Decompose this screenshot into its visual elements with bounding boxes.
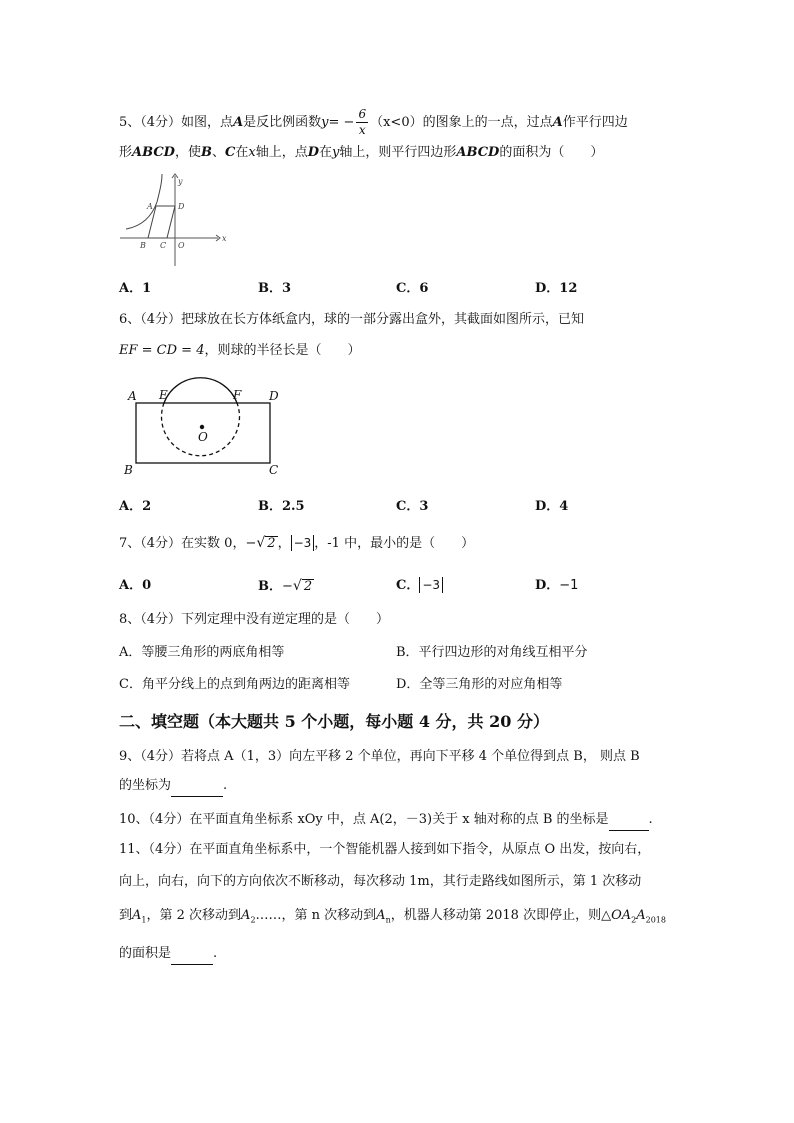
q7-option-d: D．−1 xyxy=(535,578,579,593)
q6-option-a: A．2 xyxy=(119,499,152,514)
q6-label-O: O xyxy=(198,430,208,444)
q5-line1: 5、（4分）如图，点A是反比例函数y= − $\frac{6}{x}$ （x<0）的图象上的一点，过点A作平行四边 xyxy=(119,107,628,137)
q9-line2: 的坐标为 . xyxy=(119,776,227,797)
q8-option-c: C．角平分线上的点到角两边的距离相等 xyxy=(119,677,350,692)
q5-option-b: B．3 xyxy=(258,281,292,296)
q5-label-B: B xyxy=(140,241,146,250)
q11-line3: 到$A_1$，第 2 次移动到$A_2\dots\dots$，第 n 次移动到$A_n$，机器人移动第 2018 次即停止，则$\triangle OA_2A_{2018}$ xyxy=(119,908,666,925)
q7-number: 7、（4分） xyxy=(119,536,182,551)
q5-label-D: D xyxy=(178,202,185,211)
q6-figure xyxy=(120,385,290,480)
q8-option-a: A．等腰三角形的两底角相等 xyxy=(119,645,285,660)
q11-line4: 的面积是 . xyxy=(119,944,217,965)
q8-option-d: D．全等三角形的对应角相等 xyxy=(396,677,563,692)
q6-option-b: B．2.5 xyxy=(258,499,305,514)
q5-hyperbola xyxy=(126,174,162,229)
q7-option-c: C． −3 xyxy=(396,576,443,596)
q8-line1: 8、（4分）下列定理中没有逆定理的是（ ） xyxy=(119,612,390,627)
q5-label-A: A xyxy=(147,202,153,211)
q5-option-d: D．12 xyxy=(535,281,578,296)
q6-label-B: B xyxy=(124,463,133,477)
q6-equation: EF = CD = 4 xyxy=(119,343,205,358)
q6-option-c: C．3 xyxy=(396,499,429,514)
q5-label-x: x xyxy=(222,234,227,243)
q11-answer-blank[interactable] xyxy=(171,944,213,965)
q6-label-D: D xyxy=(269,389,279,403)
q9-line1: 9、（4分）若将点 A（1，3）向左平移 2 个单位，再向下平移 4 个单位得到点 B， 则点 B xyxy=(119,749,640,764)
q8-number: 8、（4分） xyxy=(119,612,182,627)
q5-label-C: C xyxy=(160,241,167,250)
q6-center-dot xyxy=(200,425,204,429)
q5-line2: 形ABCD，使B、C在x轴上，点D在y轴上，则平行四边形ABCD的面积为（ ） xyxy=(119,145,604,160)
q6-number: 6、（4分） xyxy=(119,312,182,327)
q9-answer-blank[interactable] xyxy=(171,776,223,797)
q7-line1: 7、（4分）在实数 0，−√ 2 ， −3 ，-1 中，最小的是（ ） xyxy=(119,535,475,551)
q6-label-A: A xyxy=(128,389,137,403)
q7-option-b: B．−√ 2 xyxy=(258,578,313,594)
q5-option-c: C．6 xyxy=(396,281,429,296)
q6-label-F: F xyxy=(233,388,242,402)
q6-line1: 6、（4分）把球放在长方体纸盒内，球的一部分露出盒外，其截面如图所示，已知 xyxy=(119,312,585,327)
q6-option-d: D．4 xyxy=(535,499,569,514)
q5-fraction: $\frac{6}{x}$ xyxy=(358,107,367,137)
q5-number: 5、（4分） xyxy=(119,115,182,130)
q11-line2: 向上，向右，向下的方向依次不断移动，每次移动 1m，其行走路线如图所示，第 1 次移动 xyxy=(119,874,642,889)
q7-option-a: A．0 xyxy=(119,578,152,593)
q10-answer-blank[interactable] xyxy=(609,810,649,831)
q10-line: 10、（4分）在平面直角坐标系 xOy 中，点 A(2，－3)关于 x 轴对称的点 B 的坐标是 . xyxy=(119,810,653,831)
q8-option-b: B．平行四边形的对角线互相平分 xyxy=(396,645,588,660)
q11-line1: 11、（4分）在平面直角坐标系中，一个智能机器人接到如下指令，从原点 O 出发，按向右， xyxy=(119,842,651,857)
section-2-heading: 二、填空题（本大题共 5 个小题，每小题 4 分，共 20 分） xyxy=(119,712,549,731)
q5-figure xyxy=(118,172,228,268)
q5-option-a: A．1 xyxy=(119,281,152,296)
q6-label-C: C xyxy=(269,463,279,477)
q6-ball-arc-exposed xyxy=(164,378,237,403)
q5-label-y: y xyxy=(178,177,183,186)
q5-label-O: O xyxy=(178,241,185,250)
q6-label-E: E xyxy=(159,388,168,402)
q6-line2: EF = CD = 4，则球的半径长是（ ） xyxy=(119,343,361,358)
